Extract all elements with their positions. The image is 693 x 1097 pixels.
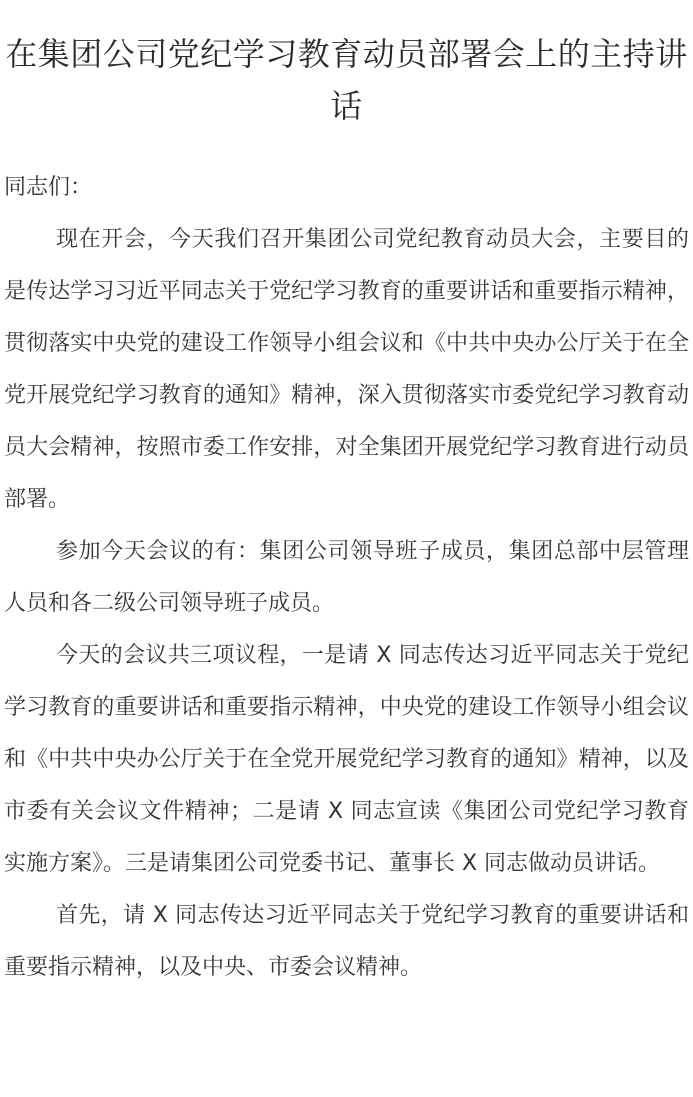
- document-title: 在集团公司党纪学习教育动员部署会上的主持讲话: [5, 35, 688, 125]
- greeting: 同志们：: [4, 175, 93, 200]
- paragraph-attendees: 参加今天会议的有：集团公司领导班子成员，集团总部中层管理人员和各二级公司领导班子成员。: [4, 539, 689, 616]
- paragraph-opening: 现在开会，今天我们召开集团公司党纪教育动员大会，主要目的是传达学习习近平同志关于党纪学习教育的重要讲话和重要指示精神，贯彻落实中央党的建设工作领导小组会议和《中共中央办公厅关于在全党开展党纪学习教育的通知》精神，深入贯彻落实市委党纪学习教育动员大会精神，按照市委工作安排，对全集团开展党纪学习教育进行动员部署。: [4, 227, 689, 512]
- paragraph-agenda: 今天的会议共三项议程，一是请 X 同志传达习近平同志关于党纪学习教育的重要讲话和重要指示精神，中央党的建设工作领导小组会议和《中共中央办公厅关于在全党开展党纪学习教育的通知》精神，以及市委有关会议文件精神；二是请 X 同志宣读《集团公司党纪学习教育实施方案》。三是请集团公司党委书记、董事长 X 同志做动员讲话。: [4, 643, 689, 876]
- paragraph-first-item: 首先，请 X 同志传达习近平同志关于党纪学习教育的重要讲话和重要指示精神，以及中央、市委会议精神。: [4, 903, 689, 980]
